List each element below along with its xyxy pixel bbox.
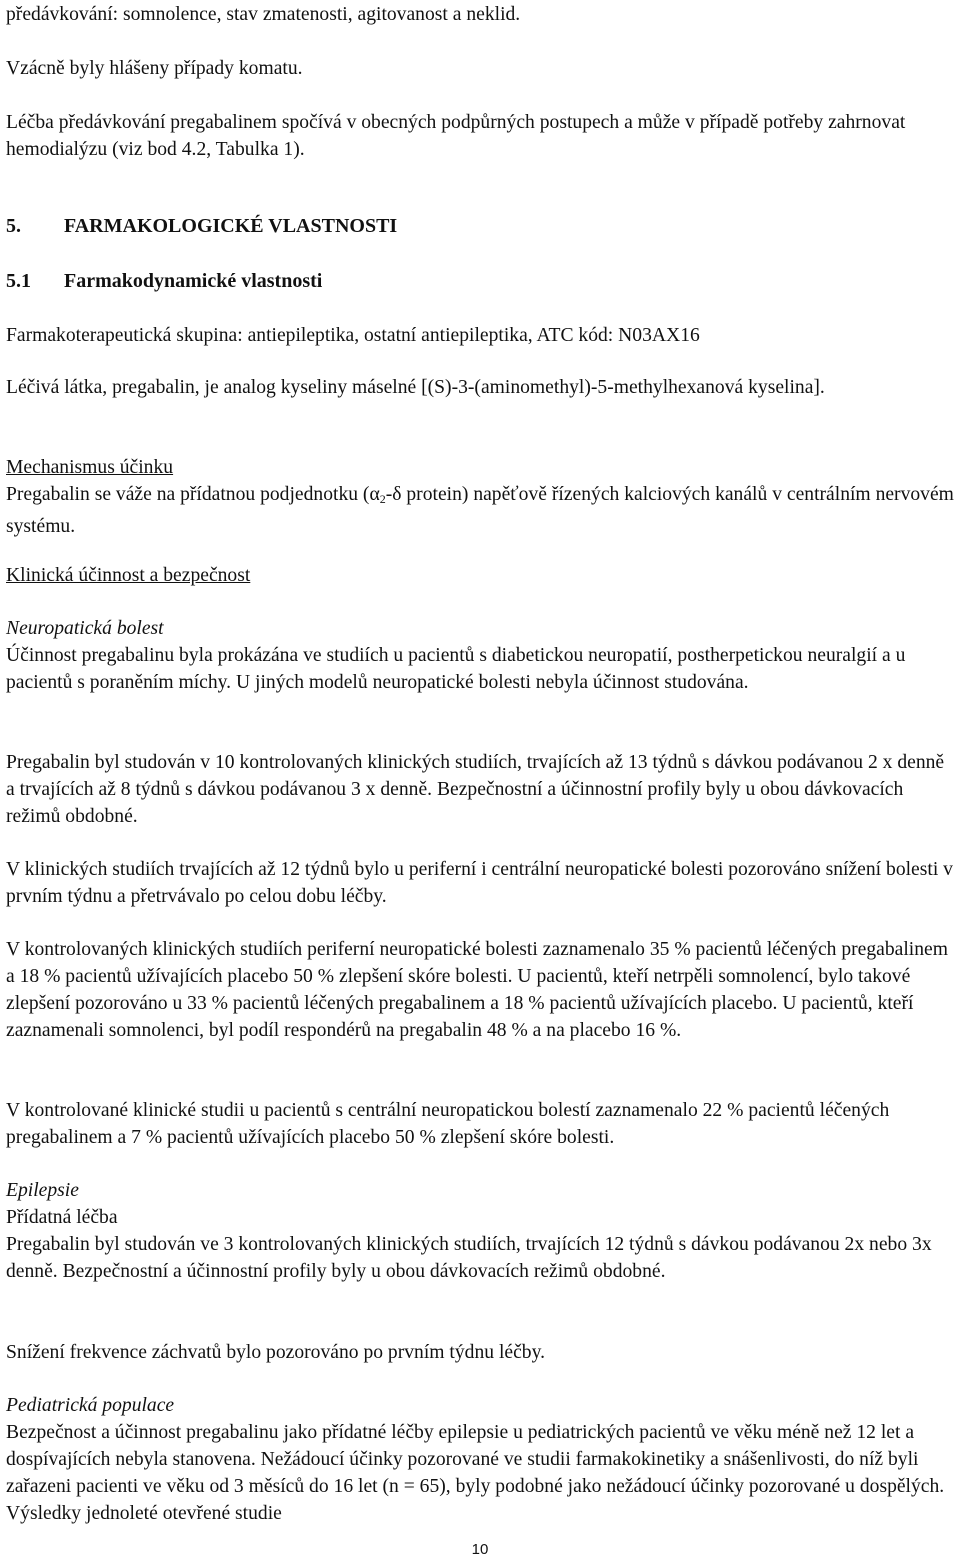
mechanism-block [6, 454, 956, 540]
epilepsy-paragraph-1: Pregabalin byl studován ve 3 kontrolovaných klinických studiích, trvajících 12 týdnů s dávkou podávanou 2x nebo 3x denně. Bezpečnostní a účinnostní profily byly u obou dávkovacích režimů obdobné. [6, 1234, 932, 1282]
page-number: 10 [471, 1541, 489, 1558]
mechanism-text [6, 481, 956, 540]
neuropathic-paragraph-3: V klinických studiích trvajících až 12 týdnů bylo u periferní i centrální neuropatické bolesti pozorováno snížení bolesti v prvním týdnu a přetrvávalo po celou dobu léčby. [6, 859, 953, 907]
neuropathic-block [6, 615, 956, 696]
mechanism-text-after: -δ protein) napěťově řízených kalciových kanálů v centrálním nervovém systému. [6, 484, 954, 537]
epilepsy-paragraph-2: Snížení frekvence záchvatů bylo pozorováno po prvním týdnu léčby. [6, 1342, 546, 1363]
mechanism-subscript: 2 [379, 492, 386, 506]
section-5-1-heading [6, 268, 956, 295]
section-5-number: 5. [6, 215, 21, 237]
neuropathic-paragraph-4: V kontrolovaných klinických studiích periferní neuropatické bolesti zaznamenalo 35 % pacientů léčených pregabalinem a 18 % pacientů užívajících placebo 50 % zlepšení skóre bolesti. U pacientů, kteří netrpěli somnolencí, bylo takové zlepšení pozorováno u 33 % pacientů léčených pregabalinem a 18 % pacientů užívajících placebo. U pacientů, kteří zaznamenali somnolenci, byl podíl respondérů na pregabalin 48 % a na placebo 16 %. [6, 939, 948, 1041]
adjunctive-therapy-heading: Přídatná léčba [6, 1207, 118, 1228]
pediatric-paragraph: Bezpečnost a účinnost pregabalinu jako přídatné léčby epilepsie u pediatrických pacientů ve věku méně než 12 let a dospívajících nebyla stanovena. Nežádoucí účinky pozorované ve studii farmakokinetiky a snášenlivosti, do níž byli zařazeni pacienti ve věku od 3 měsíců do 16 let (n = 65), byly podobné jako nežádoucí účinky pozorované u dospělých. Výsledky jednoleté otevřené studie [6, 1422, 945, 1524]
pediatric-heading: Pediatrická populace [6, 1395, 175, 1416]
neuropathic-paragraph-1: Účinnost pregabalinu byla prokázána ve studiích u pacientů s diabetickou neuropatií, postherpetickou neuralgií a u pacientů s poraněním míchy. U jiných modelů neuropatické bolesti nebyla účinnost studována. [6, 645, 906, 693]
atc-text: Farmakoterapeutická skupina: antiepileptika, ostatní antiepileptika, ATC kód: N03AX16 [6, 325, 700, 346]
active-substance-text: Léčivá látka, pregabalin, je analog kyseliny máselné [(S)-3-(aminomethyl)-5-methylhexanová kyselina]. [6, 377, 825, 398]
coma-text: Vzácně byly hlášeny případy komatu. [6, 58, 303, 79]
pediatric-block [6, 1392, 956, 1527]
section-5-1-title: Farmakodynamické vlastnosti [64, 270, 323, 292]
overdose-symptoms-text: předávkování: somnolence, stav zmatenosti, agitovanost a neklid. [6, 4, 521, 25]
overdose-treatment-text: Léčba předávkování pregabalinem spočívá v obecných podpůrných postupech a může v případě potřeby zahrnovat hemodialýzu (viz bod 4.2, Tabulka 1). [6, 112, 906, 160]
mechanism-text-before: Pregabalin se váže na přídatnou podjednotku (α [6, 484, 380, 505]
neuropathic-paragraph-5: V kontrolované klinické studii u pacientů s centrální neuropatickou bolestí zaznamenalo 22 % pacientů léčených pregabalinem a 7 % pacientů užívajících placebo 50 % zlepšení skóre bolesti. [6, 1100, 890, 1148]
clinical-efficacy-heading: Klinická účinnost a bezpečnost [6, 565, 251, 586]
epilepsy-block [6, 1177, 956, 1285]
section-5-1-number: 5.1 [6, 270, 31, 292]
section-5-title: FARMAKOLOGICKÉ VLASTNOSTI [64, 215, 398, 237]
neuropathic-pain-heading: Neuropatická bolest [6, 618, 164, 639]
mechanism-heading: Mechanismus účinku [6, 457, 174, 478]
section-5-heading [6, 213, 956, 240]
neuropathic-paragraph-2: Pregabalin byl studován v 10 kontrolovaných klinických studiích, trvajících až 13 týdnů s dávkou podávanou 2 x denně a trvajících až 8 týdnů s dávkou podávanou 3 x denně. Bezpečnostní a účinnostní profily byly u obou dávkovacích režimů obdobné. [6, 752, 945, 827]
epilepsy-heading: Epilepsie [6, 1180, 79, 1201]
